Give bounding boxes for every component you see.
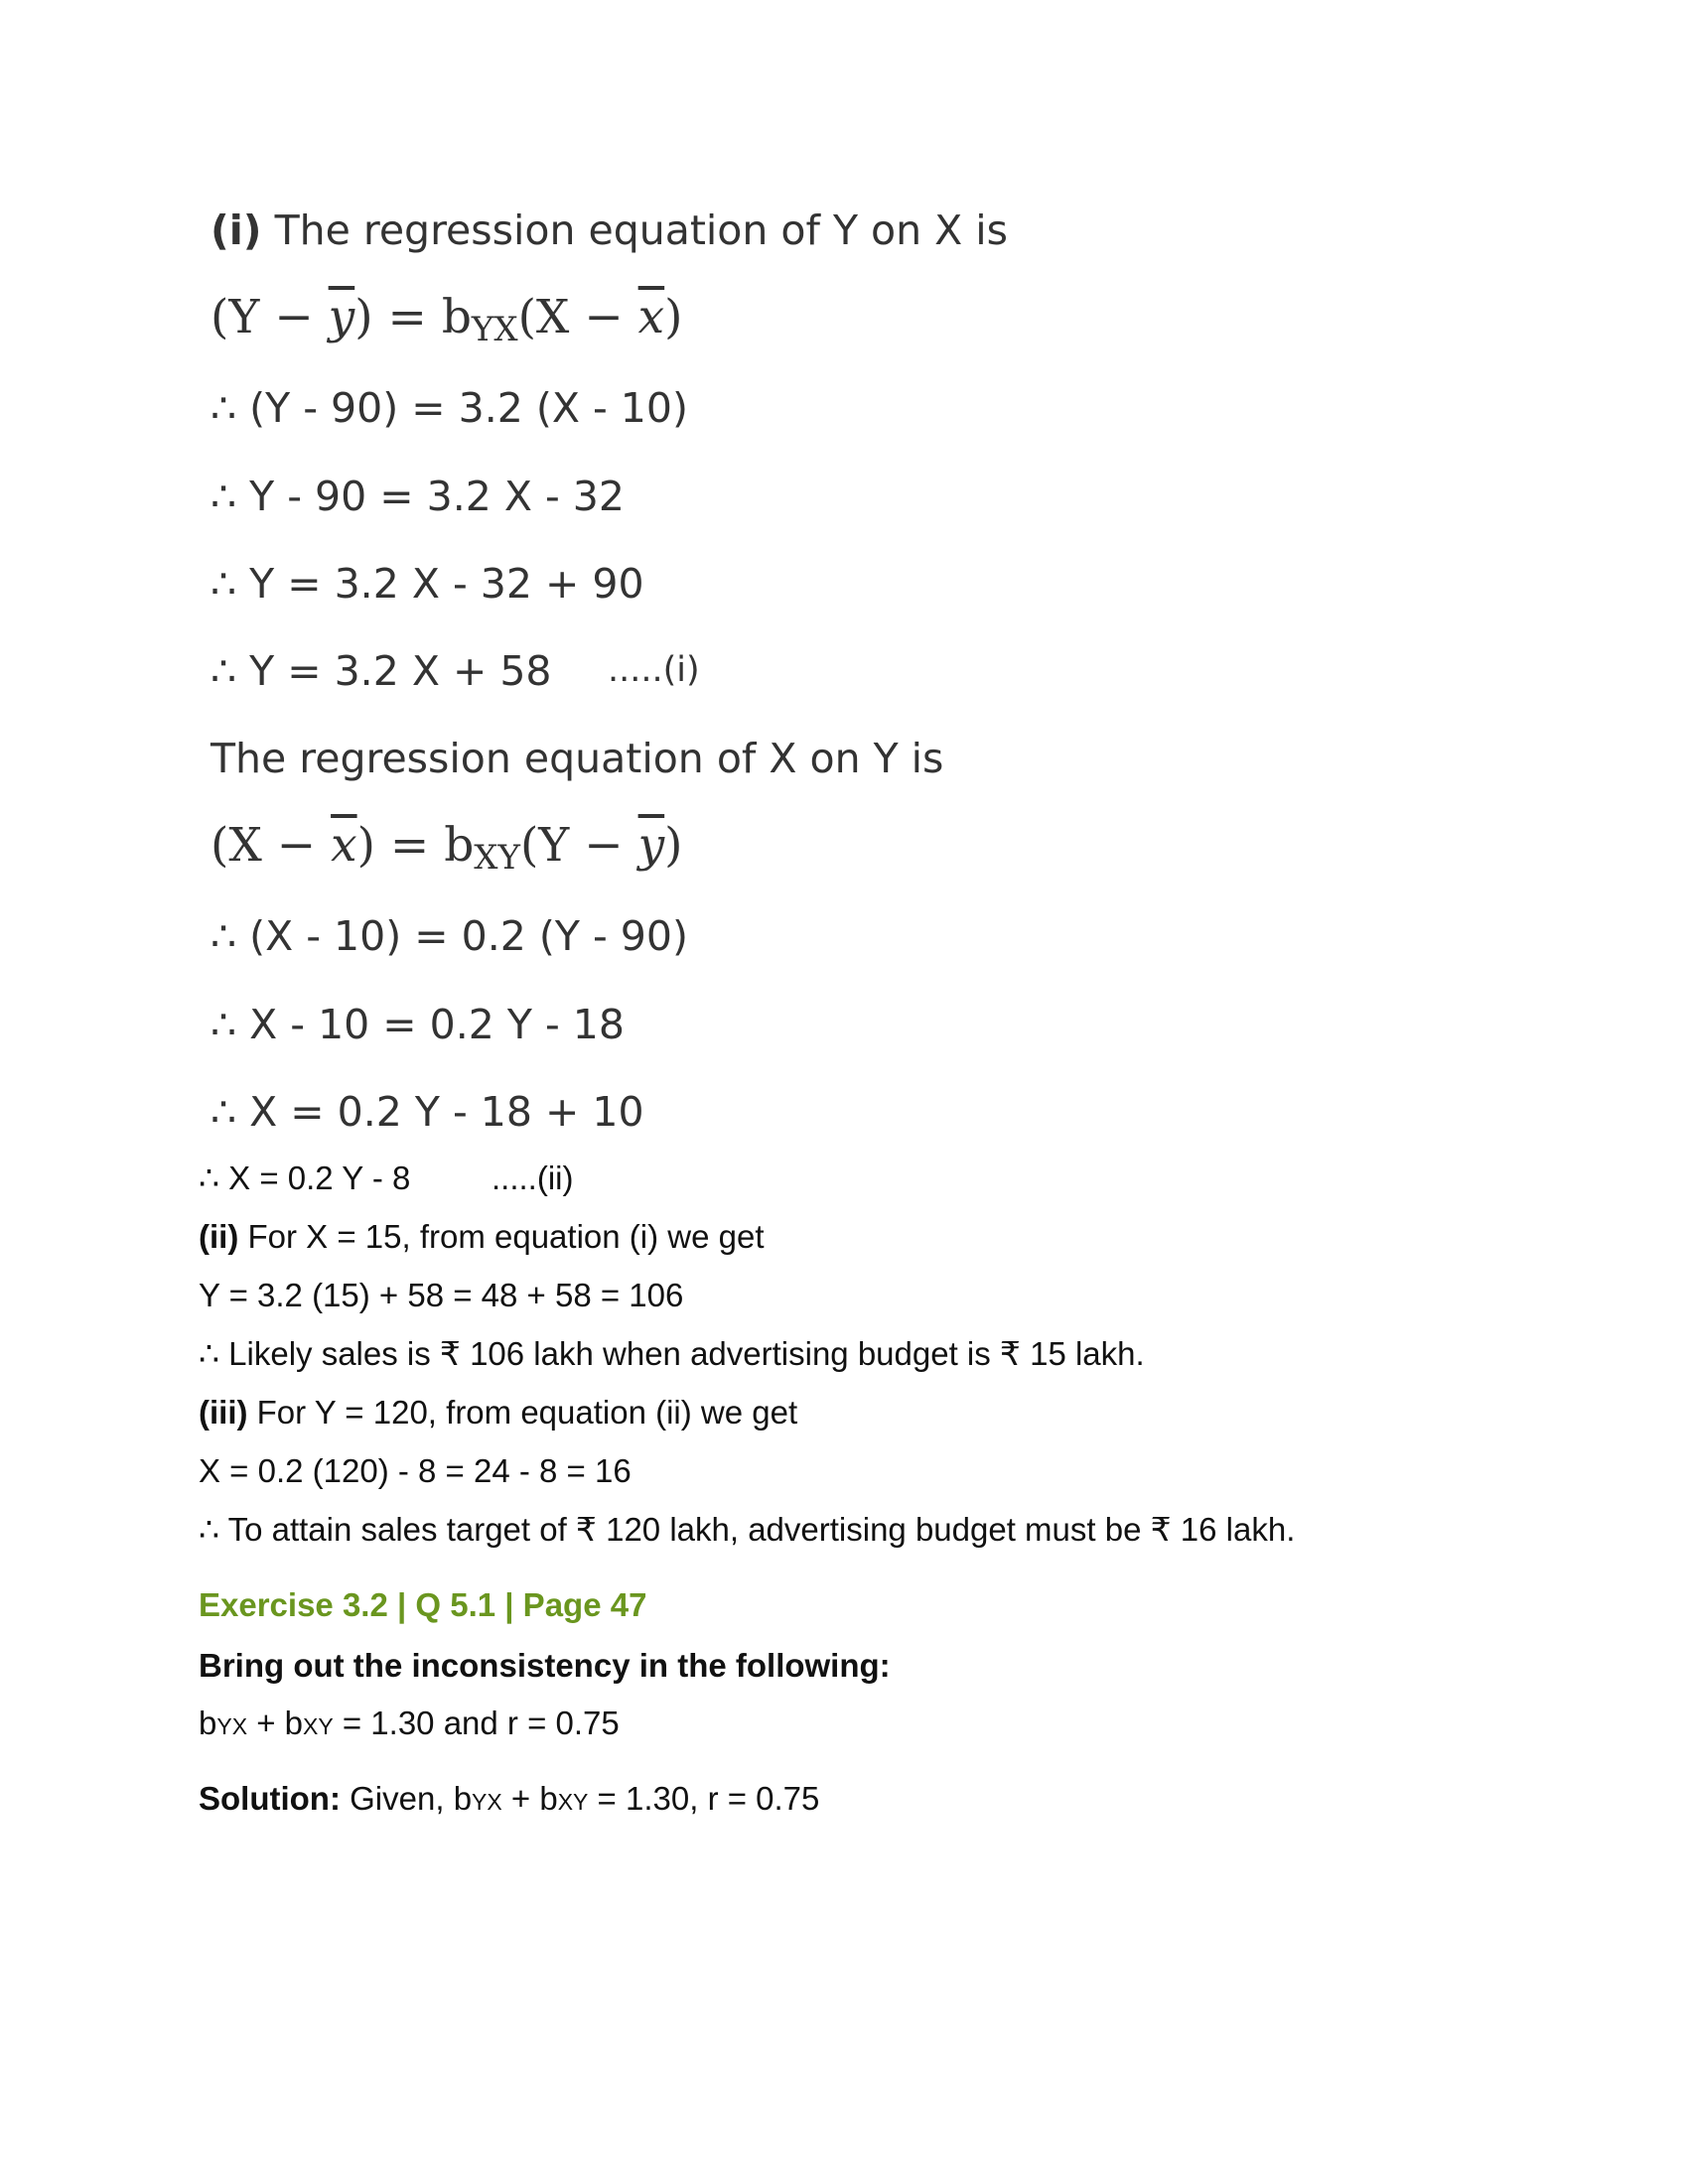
formula-yx-coef: b [441, 290, 472, 344]
heading-x-on-y: The regression equation of X on Y is [211, 735, 944, 782]
step-xy-3: ∴ X = 0.2 Y - 18 + 10 [211, 1088, 644, 1136]
formula-xy-lhs-var: X [228, 818, 262, 873]
part-ii-line [199, 1220, 765, 1253]
formula-yx-lhs-mean: $\overline{y}$ [328, 290, 355, 344]
part-iii-label: (iii) [199, 1394, 248, 1431]
exercise-question [199, 1649, 891, 1682]
given-plus: + [247, 1705, 285, 1741]
formula-y-on-x: $(Y - \overline{y}) = b_{YX}(X - \overline{x})$ [211, 290, 683, 349]
solution-prefix: Given, [340, 1780, 454, 1817]
exercise-heading[interactable]: Exercise 3.2 | Q 5.1 | Page 47 [199, 1586, 647, 1623]
formula-yx-rhs-var: X [535, 290, 570, 344]
step-yx-2: ∴ Y - 90 = 3.2 X - 32 [211, 473, 625, 520]
step-xy-2: ∴ X - 10 = 0.2 Y - 18 [211, 1001, 625, 1048]
result-xy [199, 1160, 574, 1196]
formula-xy-rhs-mean: $\overline{y}$ [637, 818, 665, 873]
solution-plus: + [501, 1780, 540, 1817]
part-iii-conclusion: ∴ To attain sales target of ₹ 120 lakh, advertising budget must be ₹ 16 lakh. [199, 1511, 1296, 1548]
formula-xy-coef: b [444, 818, 475, 873]
exercise-given [199, 1706, 620, 1739]
part-iii-line [199, 1396, 797, 1429]
part-iii-text: For Y = 120, from equation (ii) we get [247, 1394, 798, 1431]
step-yx-3: ∴ Y = 3.2 X - 32 + 90 [211, 560, 644, 608]
part-ii-text: For X = 15, from equation (i) we get [238, 1218, 765, 1255]
formula-xy-lhs-mean: $\overline{x}$ [331, 818, 357, 873]
result-xy-tag: .....(ii) [492, 1160, 574, 1196]
solution-sub-xy: XY [557, 1789, 589, 1815]
given-b2: b [284, 1705, 304, 1741]
formula-x-on-y: $(X - \overline{x}) = b_{XY}(Y - \overline{y})$ [211, 818, 683, 878]
part-i-heading [211, 206, 1008, 254]
part-ii-calc: Y = 3.2 (15) + 58 = 48 + 58 = 106 [199, 1277, 684, 1313]
formula-yx-rhs-mean: $\overline{x}$ [637, 290, 665, 344]
solution-line [199, 1782, 819, 1815]
result-yx-text: ∴ Y = 3.2 X + 58 [211, 647, 552, 695]
solution-sub-yx: YX [472, 1789, 502, 1815]
given-sub-yx: YX [216, 1713, 248, 1739]
part-ii-label: (ii) [199, 1218, 239, 1255]
result-xy-text: ∴ X = 0.2 Y - 8 [199, 1160, 411, 1196]
result-yx-tag: .....(i) [608, 650, 700, 690]
formula-yx-lhs-var: Y [228, 290, 260, 344]
solution-rest: = 1.30, r = 0.75 [588, 1780, 820, 1817]
given-b1: b [199, 1705, 217, 1741]
part-iii-calc: X = 0.2 (120) - 8 = 24 - 8 = 16 [199, 1452, 632, 1489]
step-xy-1: ∴ (X - 10) = 0.2 (Y - 90) [211, 912, 688, 960]
formula-xy-rhs-var: Y [538, 818, 570, 873]
solution-label: Solution: [199, 1780, 341, 1817]
part-i-label: (i) [211, 206, 262, 254]
solution-b1: b [453, 1780, 473, 1817]
result-yx [211, 647, 700, 695]
solution-b2: b [539, 1780, 558, 1817]
given-rest: = 1.30 and r = 0.75 [333, 1705, 620, 1741]
part-ii-conclusion: ∴ Likely sales is ₹ 106 lakh when advertising budget is ₹ 15 lakh. [199, 1335, 1145, 1372]
given-sub-xy: XY [303, 1713, 334, 1739]
formula-xy-coef-sub: XY [474, 838, 520, 878]
exercise-question-text: Bring out the inconsistency in the following: [199, 1647, 891, 1684]
part-i-heading-text: The regression equation of Y on X is [274, 206, 1008, 254]
step-yx-1: ∴ (Y - 90) = 3.2 (X - 10) [211, 384, 688, 432]
formula-yx-coef-sub: YX [471, 310, 518, 349]
